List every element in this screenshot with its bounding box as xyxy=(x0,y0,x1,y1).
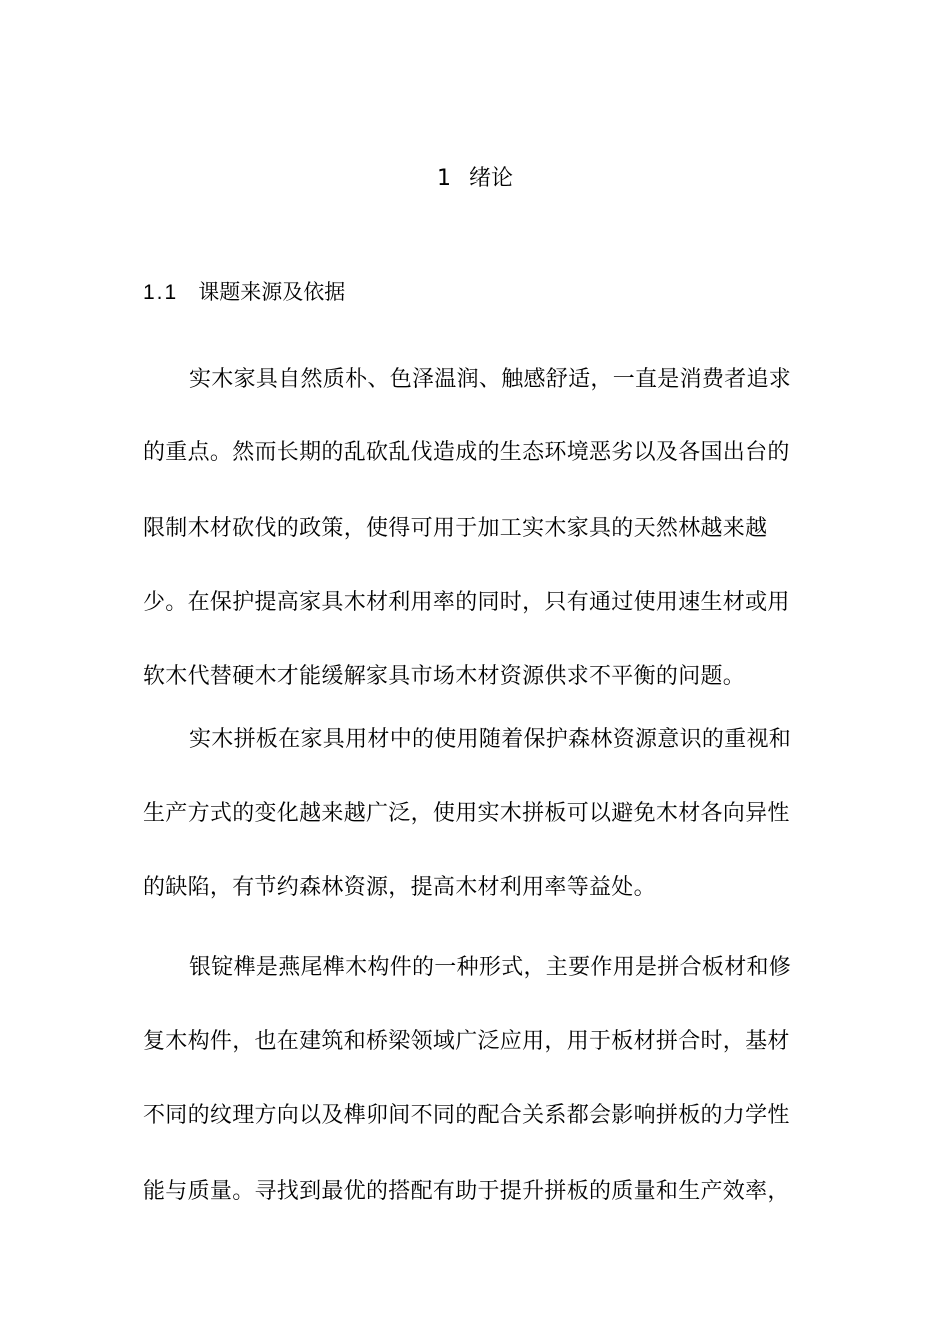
paragraph-line: 生产方式的变化越来越广泛，使用实木拼板可以避免木材各向异性 xyxy=(143,801,790,826)
chapter-number: 1 xyxy=(436,166,451,191)
paragraph-line: 能与质量。寻找到最优的搭配有助于提升拼板的质量和生产效率， xyxy=(143,1179,790,1204)
paragraph-line: 复木构件，也在建筑和桥梁领域广泛应用，用于板材拼合时，基材 xyxy=(143,1029,790,1054)
paragraph-line: 限制木材砍伐的政策，使得可用于加工实木家具的天然林越来越 xyxy=(143,516,768,541)
paragraph-line: 实木拼板在家具用材中的使用随着保护森林资源意识的重视和 xyxy=(189,727,792,752)
paragraph-line: 的缺陷，有节约森林资源，提高木材利用率等益处。 xyxy=(143,875,656,900)
paragraph-line: 不同的纹理方向以及榫卯间不同的配合关系都会影响拼板的力学性 xyxy=(143,1103,790,1128)
paragraph-line: 少。在保护提高家具木材利用率的同时，只有通过使用速生材或用 xyxy=(143,590,790,615)
paragraph-line: 银锭榫是燕尾榫木构件的一种形式，主要作用是拼合板材和修 xyxy=(189,955,792,980)
paragraph-line: 的重点。然而长期的乱砍乱伐造成的生态环境恶劣以及各国出台的 xyxy=(143,440,790,465)
section-title-text: 课题来源及依据 xyxy=(198,280,346,304)
chapter-title-text: 绪论 xyxy=(468,166,513,191)
section-number: 1.1 xyxy=(143,281,179,304)
section-heading xyxy=(143,276,345,309)
chapter-title xyxy=(0,162,950,196)
paragraph-line: 软木代替硬木才能缓解家具市场木材资源供求不平衡的问题。 xyxy=(143,664,746,689)
paragraph-line: 实木家具自然质朴、色泽温润、触感舒适，一直是消费者追求 xyxy=(189,367,792,392)
